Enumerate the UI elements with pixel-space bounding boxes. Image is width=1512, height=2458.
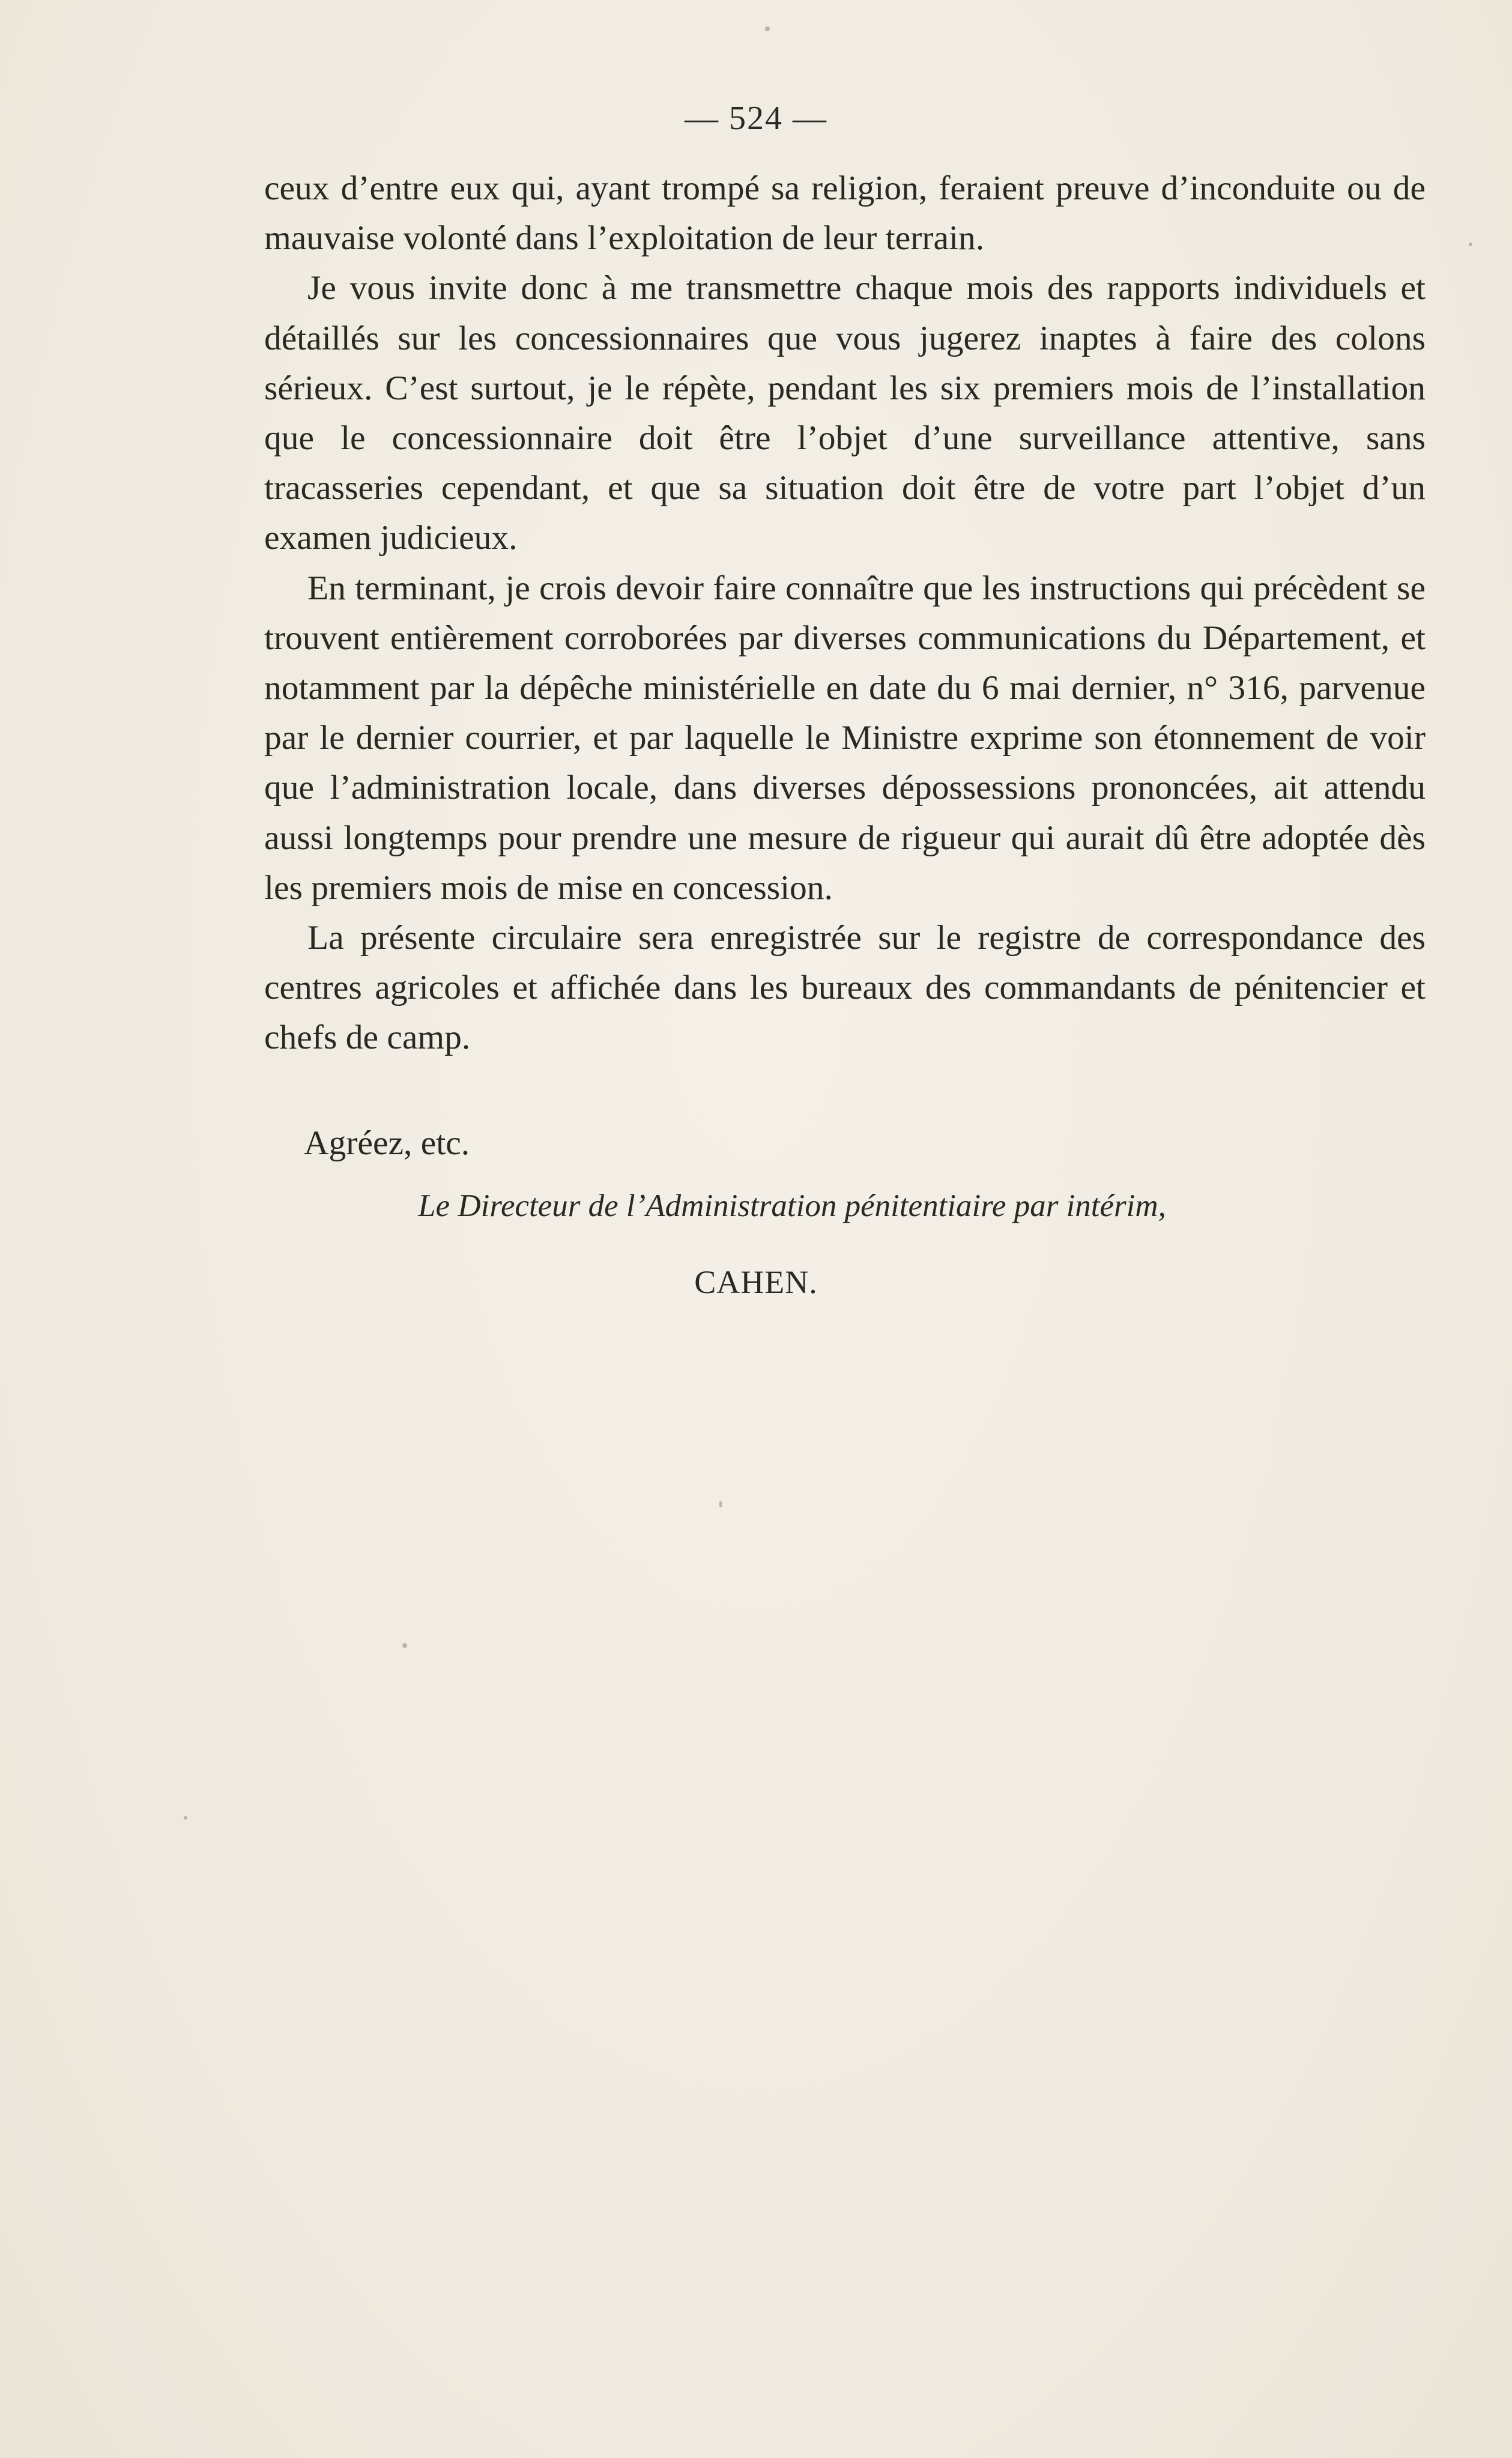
signature-name: CAHEN.: [694, 1264, 818, 1300]
body-text: [264, 163, 1426, 1063]
paper-speck: [1469, 243, 1472, 246]
paragraph-ministry: En terminant, je crois devoir faire connaître que les instructions qui précèdent se trouvent entièrement corroborées par diverses communications du Département, et notamment par la dépêche ministérielle en date du 6 mai dernier, n° 316, parvenue par le dernier courrier, et par laquelle le Ministre exprime son étonnement de voir que l’administration locale, dans diverses dépossessions prononcées, ait attendu aussi longtemps pour prendre une mesure de rigueur qui aurait dû être adoptée dès les premiers mois de mise en concession.: [264, 569, 1426, 907]
paper-speck: [402, 1643, 407, 1648]
page-number: — 524 —: [685, 100, 827, 137]
signature-title: Le Directeur de l’Administration pénitentiaire par intérim,: [418, 1188, 1166, 1223]
paper-speck: [184, 1816, 187, 1820]
paper-speck: [765, 26, 770, 31]
paragraph-reports: Je vous invite donc à me transmettre chaque mois des rapports individuels et détaillés sur les concessionnaires que vous jugerez inaptes à faire des colons sérieux. C’est surtout, je le répète, pendant les six premiers mois de l’installation que le concessionnaire doit être l’objet d’une surveillance attentive, sans tracasseries cependant, et que sa situation doit être de votre part l’objet d’un examen judicieux.: [264, 269, 1426, 557]
paragraph-continuation: ceux d’entre eux qui, ayant trompé sa religion, feraient preuve d’inconduite ou de mauvaise volonté dans l’exploitation de leur terrain.: [264, 169, 1426, 258]
closing-formula: Agréez, etc.: [304, 1124, 470, 1162]
paper-speck: [719, 1501, 722, 1507]
paragraph-registration: La présente circulaire sera enregistrée sur le registre de correspondance des centres agricoles et affichée dans les bureaux des commandants de pénitencier et chefs de camp.: [264, 919, 1426, 1057]
